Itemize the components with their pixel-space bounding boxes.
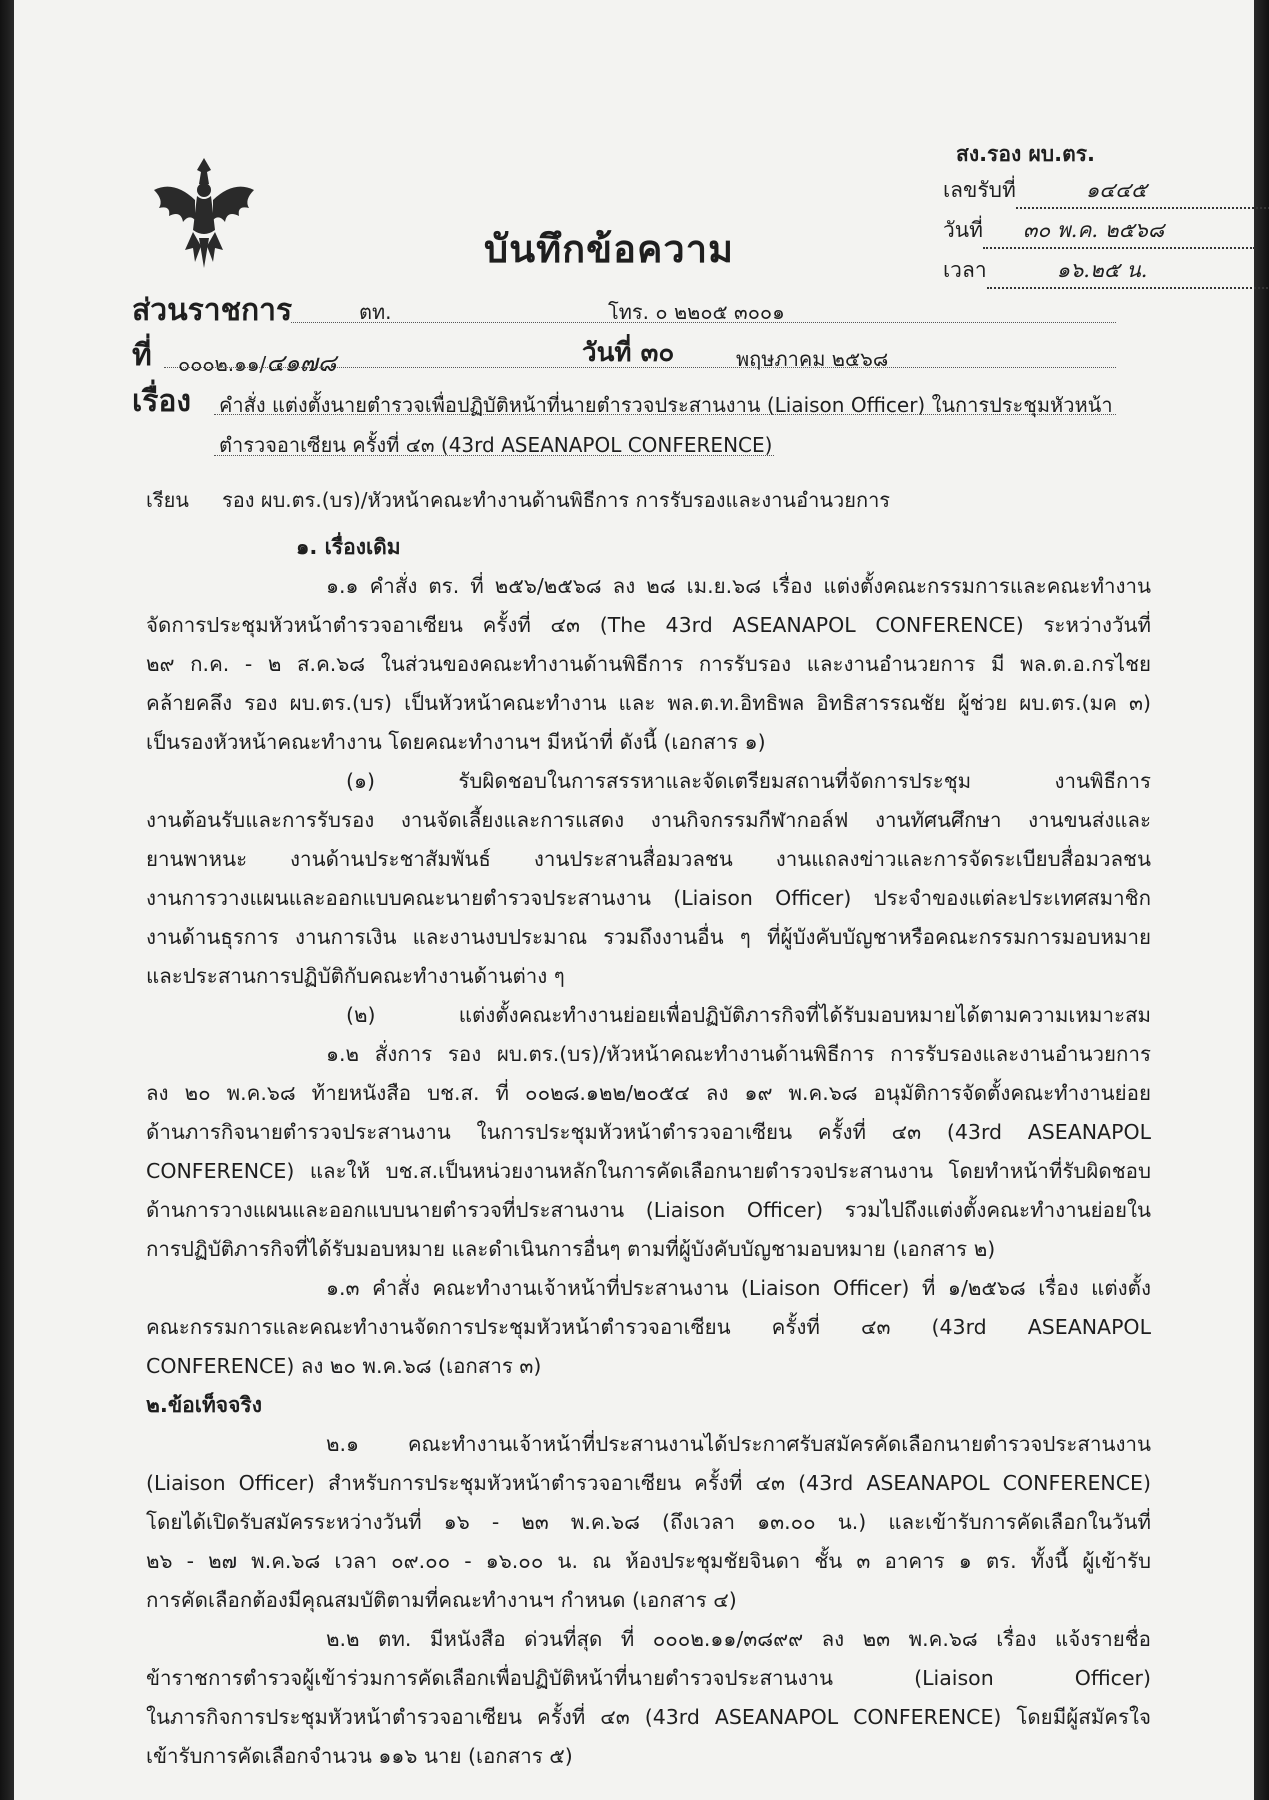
p11-item1-line: (๑) รับผิดชอบในการสรรหาและจัดเตรียมสถานที่จัดการประชุม งานพิธีการ — [346, 769, 1151, 793]
p11-item1-line: ยานพาหนะ งานด้านประชาสัมพันธ์ งานประสานสื่อมวลชน งานแถลงข่าวและการจัดระเบียบสื่อมวลชน — [146, 847, 1151, 871]
memo-body — [146, 528, 1151, 1776]
p22-line: ข้าราชการตำรวจผู้เข้าร่วมการคัดเลือกเพื่อปฏิบัติหน้าที่นายตำรวจประสานงาน (Liaison Officer) — [146, 1666, 1151, 1690]
p22-line: เข้ารับการคัดเลือกจำนวน ๑๑๖ นาย (เอกสาร ๕) — [146, 1744, 573, 1768]
agency-dotline — [291, 322, 1116, 323]
section2-heading: ๒.ข้อเท็จจริง — [146, 1393, 262, 1417]
stamp-date-label: วันที่ — [943, 218, 983, 242]
subject-label: เรื่อง — [132, 384, 192, 419]
subject-dotline-1 — [214, 414, 1116, 415]
p22-line: ๒.๒ ตท. มีหนังสือ ด่วนที่สุด ที่ ๐๐๐๒.๑๑/๓๘๙๙ ลง ๒๓ พ.ค.๖๘ เรื่อง แจ้งรายชื่อ — [326, 1627, 1151, 1651]
memo-page — [14, 0, 1254, 1800]
p11-item1-line: งานการวางแผนและออกแบบคณะนายตำรวจประสานงาน (Liaison Officer) ประจำของแต่ละประเทศสมาชิก — [146, 886, 1151, 910]
ref-dotline — [164, 367, 1116, 368]
stamp-office: สง.รอง ผบ.ตร. — [956, 142, 1096, 166]
p11-line: เป็นรองหัวหน้าคณะทำงาน โดยคณะทำงานฯ มีหน้าที่ ดังนี้ (เอกสาร ๑) — [146, 730, 766, 754]
stamp-date: ๓๐ พ.ค. ๒๕๖๘ — [983, 214, 1255, 249]
phone-value: โทร. ๐ ๒๒๐๕ ๓๐๐๑ — [608, 300, 785, 324]
p12-line: ด้านการวางแผนและออกแบบนายตำรวจที่ประสานงาน (Liaison Officer) รวมไปถึงแต่งตั้งคณะทำงานย่อยใน — [146, 1198, 1151, 1222]
p22-line: ในภารกิจการประชุมหัวหน้าตำรวจอาเซียน ครั้งที่ ๔๓ (43rd ASEANAPOL CONFERENCE) โดยมีผู้สมัครใจ — [146, 1705, 1151, 1729]
p11-item2-line: (๒) แต่งตั้งคณะทำงานย่อยเพื่อปฏิบัติภารกิจที่ได้รับมอบหมายได้ตามความเหมาะสม — [346, 1003, 1151, 1027]
stamp-receive-row — [943, 174, 1269, 209]
p13-line: คณะกรรมการและคณะทำงานจัดการประชุมหัวหน้าตำรวจอาเซียน ครั้งที่ ๔๓ (43rd ASEANAPOL — [146, 1315, 1151, 1339]
agency-label: ส่วนราชการ — [132, 293, 293, 328]
memo-title: บันทึกข้อความ — [484, 227, 735, 271]
stamp-date-row — [943, 214, 1255, 249]
p13-line: CONFERENCE) ลง ๒๐ พ.ค.๖๘ (เอกสาร ๓) — [146, 1354, 542, 1378]
subject-line-1: คำสั่ง แต่งตั้งนายตำรวจเพื่อปฏิบัติหน้าที่นายตำรวจประสานงาน (Liaison Officer) ในการประชุมหัวหน้า — [219, 393, 1113, 417]
date-day: ๓๐ — [640, 338, 675, 368]
p11-item1-line: และประสานการปฏิบัติกับคณะทำงานด้านต่าง ๆ — [146, 964, 565, 988]
garuda-emblem-icon — [149, 150, 259, 270]
p21-line: (Liaison Officer) สำหรับการประชุมหัวหน้าตำรวจอาเซียน ครั้งที่ ๔๓ (43rd ASEANAPOL CONFERENCE) — [146, 1471, 1151, 1495]
p12-line: ๑.๒ สั่งการ รอง ผบ.ตร.(บร)/หัวหน้าคณะทำงานด้านพิธีการ การรับรองและงานอำนวยการ — [326, 1042, 1151, 1066]
scan-border-left — [0, 0, 14, 1800]
p11-line: ๒๙ ก.ค. - ๒ ส.ค.๖๘ ในส่วนของคณะทำงานด้านพิธีการ การรับรอง และงานอำนวยการ มี พล.ต.อ.กรไชย — [146, 652, 1151, 676]
date-value: พฤษภาคม ๒๕๖๘ — [736, 347, 889, 371]
stamp-receive-no: ๑๔๔๕ — [1016, 174, 1269, 209]
p11-line: ๑.๑ คำสั่ง ตร. ที่ ๒๕๖/๒๕๖๘ ลง ๒๘ เม.ย.๖๘ เรื่อง แต่งตั้งคณะกรรมการและคณะทำงาน — [326, 574, 1151, 598]
subject-dotline-2 — [214, 455, 774, 456]
to-label: เรียน — [146, 488, 189, 512]
p11-item1-line: งานต้อนรับและการรับรอง งานจัดเลี้ยงและการแสดง งานกิจกรรมกีฬากอล์ฟ งานทัศนศึกษา งานขนส่งและ — [146, 808, 1151, 832]
p11-line: คล้ายคลึง รอง ผบ.ตร.(บร) เป็นหัวหน้าคณะทำงาน และ พล.ต.ท.อิทธิพล อิทธิสารรณชัย ผู้ช่วย ผบ.ตร.(มค ๓) — [146, 691, 1151, 715]
p21-line: การคัดเลือกต้องมีคุณสมบัติตามที่คณะทำงานฯ กำหนด (เอกสาร ๔) — [146, 1588, 737, 1612]
p12-line: CONFERENCE) และให้ บช.ส.เป็นหน่วยงานหลักในการคัดเลือกนายตำรวจประสานงาน โดยทำหน้าที่รับผิดชอบ — [146, 1159, 1151, 1183]
p11-item1-line: งานด้านธุรการ งานการเงิน และงานงบประมาณ รวมถึงงานอื่น ๆ ที่ผู้บังคับบัญชาหรือคณะกรรมการมอบหมาย — [146, 925, 1151, 949]
p13-line: ๑.๓ คำสั่ง คณะทำงานเจ้าหน้าที่ประสานงาน (Liaison Officer) ที่ ๑/๒๕๖๘ เรื่อง แต่งตั้ง — [326, 1276, 1151, 1300]
ref-number-printed: ๐๐๐๒.๑๑/ — [178, 352, 267, 376]
agency-value: ตท. — [359, 300, 392, 324]
stamp-time-label: เวลา — [943, 258, 987, 282]
ref-number-handwritten: ๔๑๗๘ — [266, 349, 337, 377]
ref-label: ที่ — [132, 338, 152, 373]
subject-line-2: ตำรวจอาเซียน ครั้งที่ ๔๓ (43rd ASEANAPOL CONFERENCE) — [219, 433, 773, 457]
p12-line: ลง ๒๐ พ.ค.๖๘ ท้ายหนังสือ บช.ส. ที่ ๐๐๒๘.๑๒๒/๒๐๕๔ ลง ๑๙ พ.ค.๖๘ อนุมัติการจัดตั้งคณะทำงานย่อย — [146, 1081, 1151, 1105]
ref-number — [178, 343, 336, 382]
stamp-time-row — [943, 254, 1269, 289]
section1-heading: ๑. เรื่องเดิม — [296, 535, 401, 559]
p12-line: การปฏิบัติภารกิจที่ได้รับมอบหมาย และดำเนินการอื่นๆ ตามที่ผู้บังคับบัญชามอบหมาย (เอกสาร ๒) — [146, 1237, 996, 1261]
stamp-time: ๑๖.๒๕ น. — [987, 254, 1269, 289]
p11-line: จัดการประชุมหัวหน้าตำรวจอาเซียน ครั้งที่ ๔๓ (The 43rd ASEANAPOL CONFERENCE) ระหว่างวันที่ — [146, 613, 1151, 637]
p21-line: โดยได้เปิดรับสมัครระหว่างวันที่ ๑๖ - ๒๓ พ.ค.๖๘ (ถึงเวลา ๑๓.๐๐ น.) และเข้ารับการคัดเลือกในวันที่ — [146, 1510, 1151, 1534]
p21-line: ๒.๑ คณะทำงานเจ้าหน้าที่ประสานงานได้ประกาศรับสมัครคัดเลือกนายตำรวจประสานงาน — [326, 1432, 1151, 1456]
to-value: รอง ผบ.ตร.(บร)/หัวหน้าคณะทำงานด้านพิธีการ การรับรองและงานอำนวยการ — [222, 488, 891, 512]
stamp-receive-label: เลขรับที่ — [943, 178, 1016, 202]
p21-line: ๒๖ - ๒๗ พ.ค.๖๘ เวลา ๐๙.๐๐ - ๑๖.๐๐ น. ณ ห้องประชุมชัยจินดา ชั้น ๓ อาคาร ๑ ตร. ทั้งนี้ ผู้เข้ารับ — [146, 1549, 1151, 1573]
p12-line: ด้านภารกิจนายตำรวจประสานงาน ในการประชุมหัวหน้าตำรวจอาเซียน ครั้งที่ ๔๓ (43rd ASEANAPOL — [146, 1120, 1151, 1144]
date-label-text: วันที่ — [582, 338, 632, 368]
